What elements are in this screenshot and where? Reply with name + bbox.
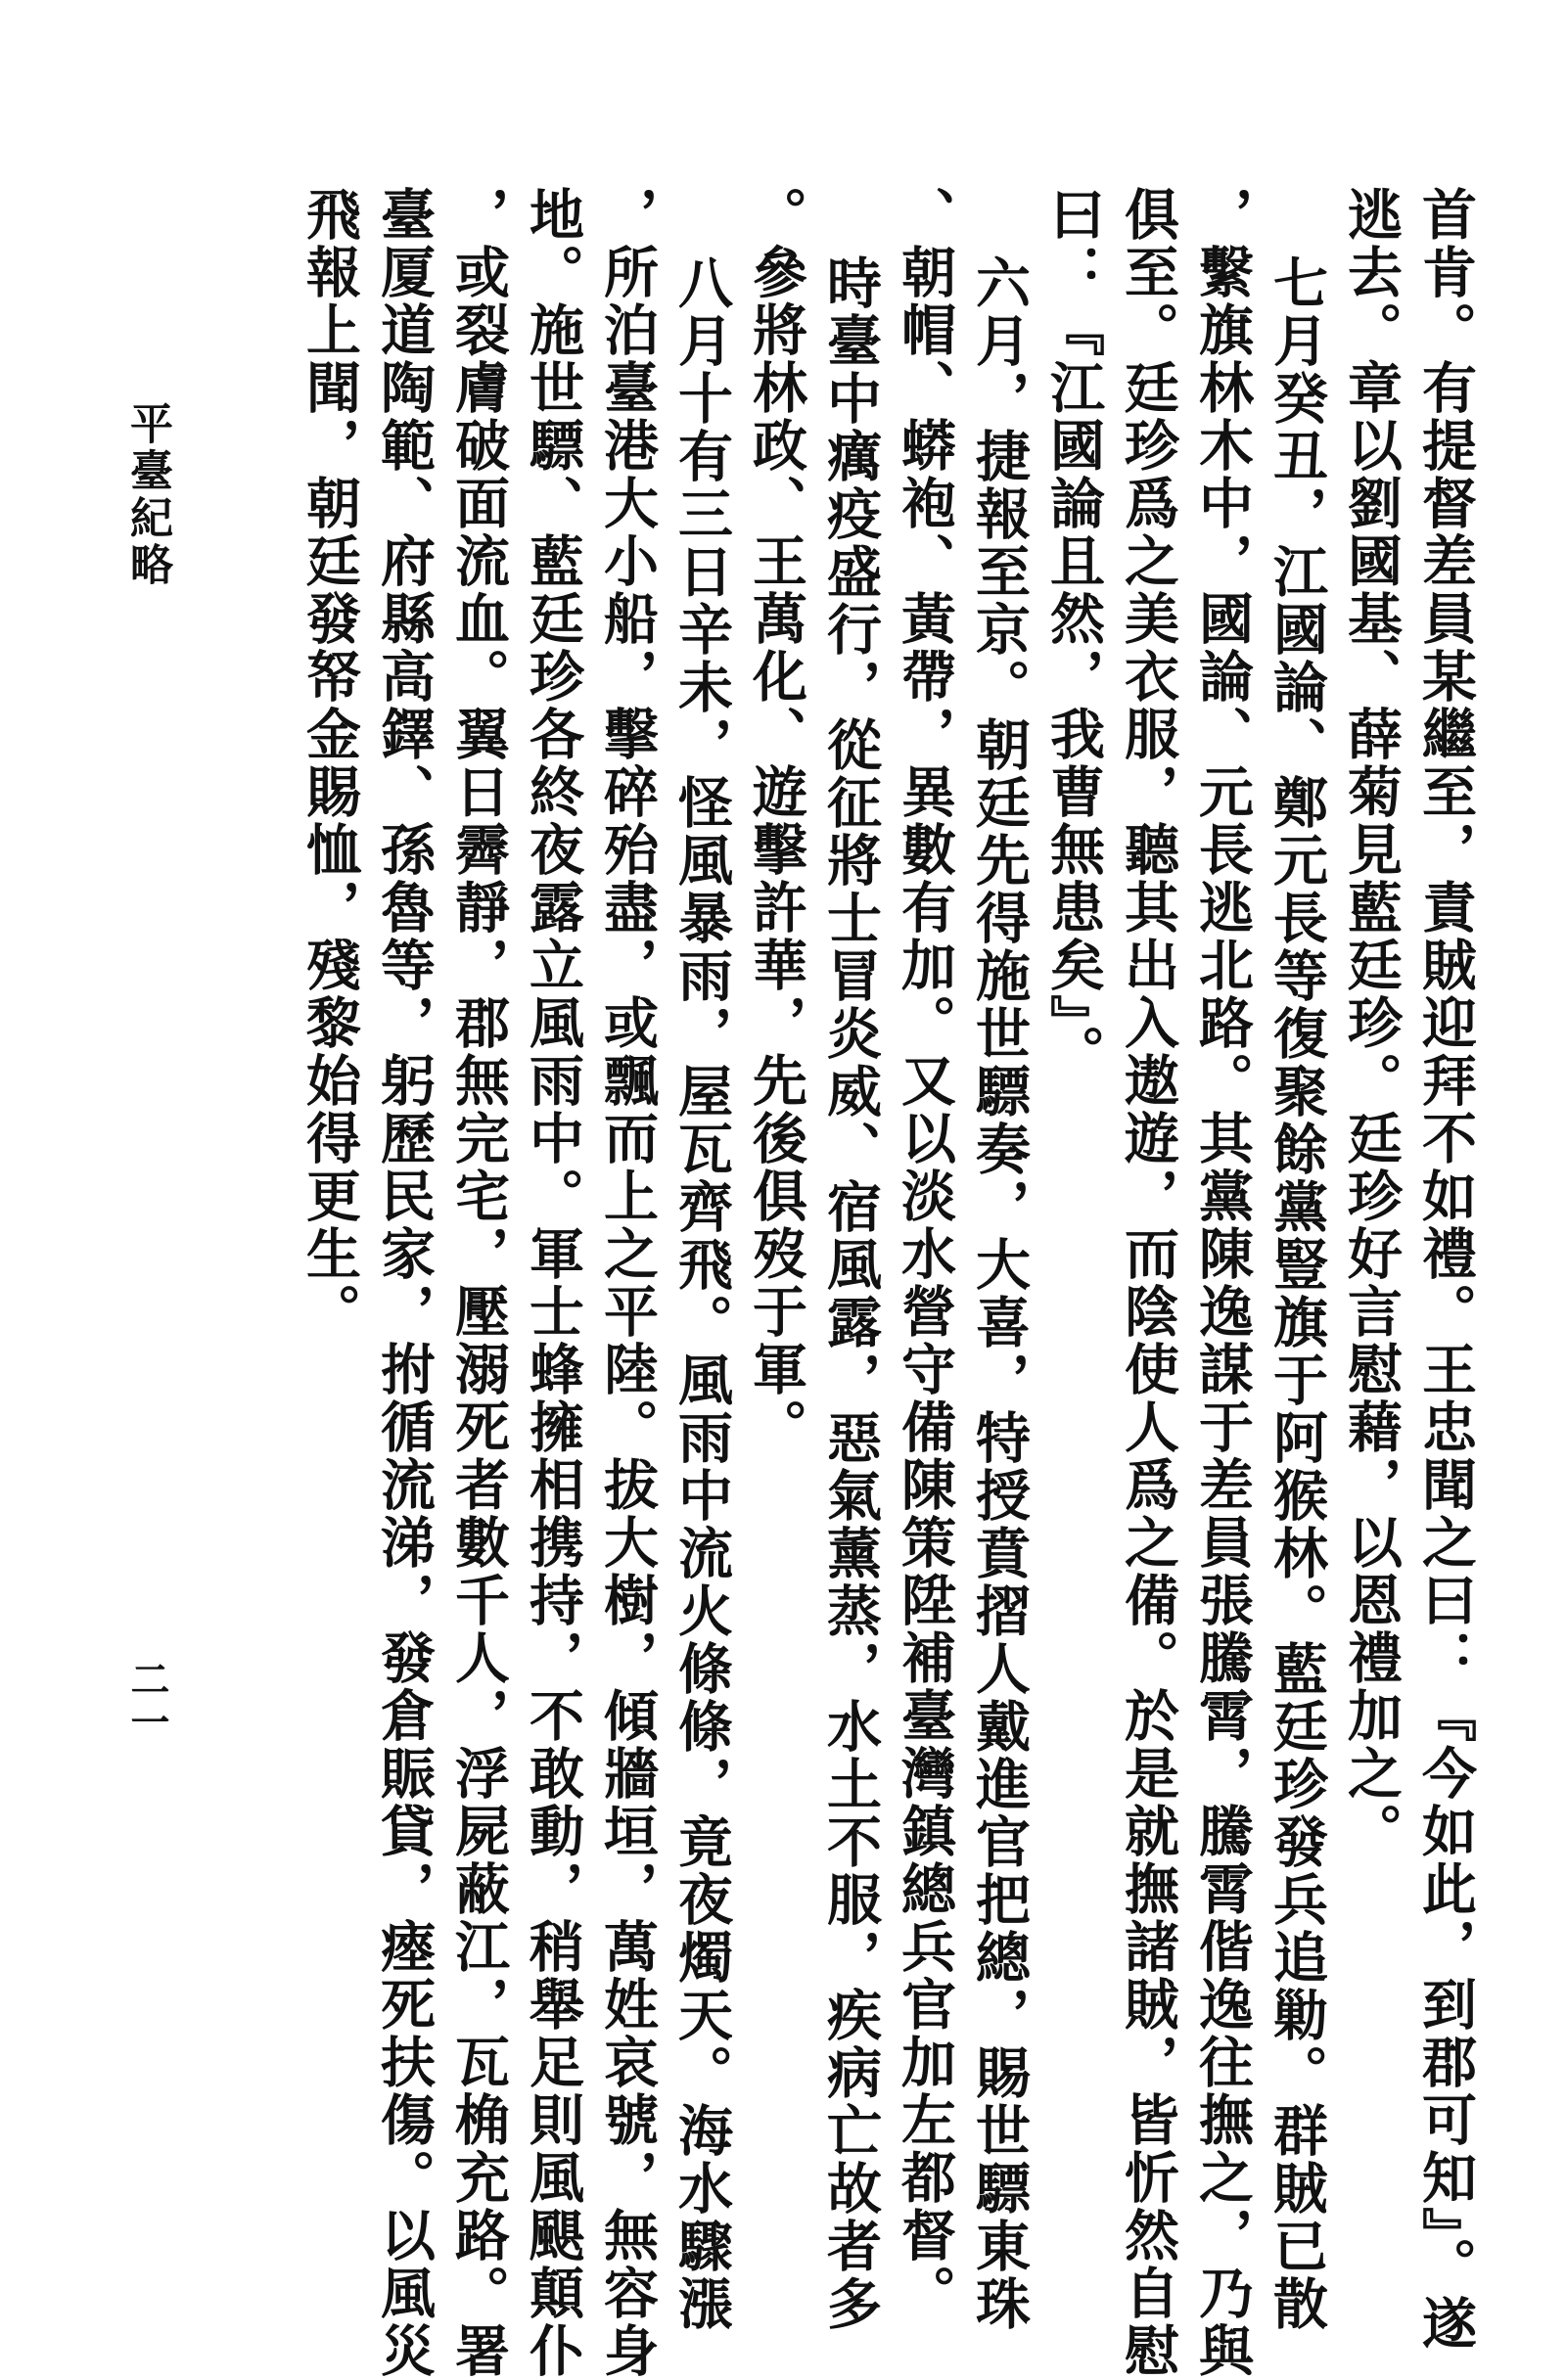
text-column-5: 俱至。廷珍爲之美衣服，聽其出入遨遊，而陰使人爲之備。於是就撫諸賊，皆忻然自慰	[1116, 186, 1180, 2380]
page-number: 二一	[124, 1659, 170, 1745]
text-column-6: 曰：『江國論且然，我曹無患矣』。	[1041, 186, 1106, 1082]
text-column-7: 六月，捷報至京。朝廷先得施世驃奏，大喜，特授賁摺人戴進官把總，賜世驃東珠	[967, 254, 1032, 2333]
text-column-1: 首肯。有提督差員某繼至，責賊迎拜不如禮。王忠聞之曰：『今如此，到郡可知』。遂	[1413, 186, 1478, 2353]
text-column-14: ，或裂膚破面流血。翼日霽靜，郡無完宅，壓溺死者數千人，浮屍蔽江，瓦桷充路。署	[446, 186, 511, 2380]
text-column-2: 逃去。章以劉國基、薛菊見藍廷珍。廷珍好言慰藉，以恩禮加之。	[1339, 186, 1404, 1860]
text-column-8: 、朝帽、蟒袍、黃帶，異數有加。又以淡水營守備陳策陞補臺灣鎮總兵官加左都督。	[893, 186, 957, 2322]
text-column-13: 地。施世驃、藍廷珍各終夜露立風雨中。軍士蜂擁相携持，不敢動，稍舉足則風颶顛仆	[521, 186, 585, 2380]
running-title: 平臺紀略	[122, 401, 172, 589]
text-column-4: ，繫旗林木中，國論、元長逃北路。其黨陳逸謀于差員張騰霄，騰霄偕逸往撫之，乃與	[1190, 186, 1255, 2380]
text-column-16: 飛報上聞，朝廷發帑金賜恤，殘黎始得更生。	[298, 186, 362, 1341]
text-column-15: 臺厦道陶範、府縣高鐸、孫魯等，躬歷民家，拊循流涕，發倉賑貸，瘞死扶傷。以風災	[372, 186, 437, 2380]
text-column-3: 七月癸丑，江國論、鄭元長等復聚餘黨豎旗于阿猴林。藍廷珍發兵追勦。群賊已散	[1265, 254, 1329, 2333]
text-column-10: 。參將林政、王萬化、遊擊許華，先後俱歿于軍。	[744, 186, 808, 1456]
text-column-11: 八月十有三日辛未，怪風暴雨，屋瓦齊飛。風雨中流火條條，竟夜燭天。海水驟漲	[669, 254, 734, 2333]
text-column-9: 時臺中癘疫盛行，從征將士冒炎威、宿風露，惡氣薰蒸，水土不服，疾病亡故者多	[818, 254, 883, 2333]
text-column-12: ，所泊臺港大小船，擊碎殆盡，或飄而上之平陸。拔大樹，傾牆垣，萬姓哀號，無容身	[595, 186, 660, 2380]
